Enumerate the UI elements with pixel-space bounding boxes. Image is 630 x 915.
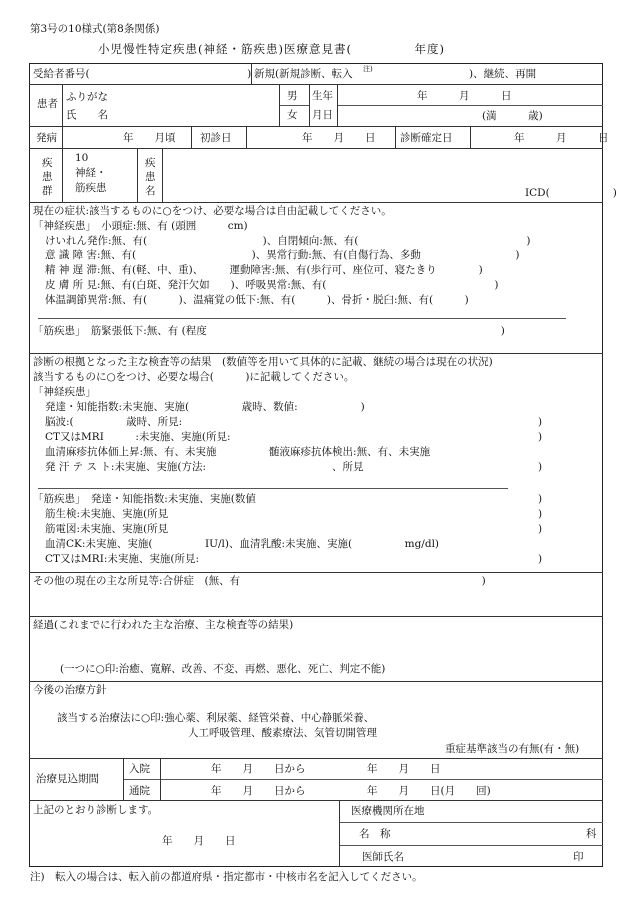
course-label: 経過(これまでに行われた主な治療、主な検査等の結果) bbox=[33, 619, 294, 631]
onset-label: 発病 bbox=[36, 132, 57, 144]
footnote: 注) 転入の場合は、転入前の都道府県・指定都市・中核市名を記入してください。 bbox=[30, 871, 423, 883]
outpatient-end-date[interactable]: 年 月 日(月 回) bbox=[367, 785, 491, 797]
diagnosis-date-label: 診断確定日 bbox=[400, 132, 453, 144]
diagnosis-date-field[interactable]: 年 月 日 bbox=[514, 132, 609, 144]
patient-label: 患者 bbox=[37, 98, 58, 110]
symptoms-header: 現在の症状:該当するものに○をつけ、必要な場合は自由記載してください。 bbox=[33, 205, 392, 217]
disease-group-label: 疾患群 bbox=[42, 157, 53, 197]
outpatient-label: 通院 bbox=[129, 785, 150, 797]
form-title: 小児慢性特定疾患(神経・筋疾患)医療意見書( 年度) bbox=[98, 42, 445, 56]
onset-date-field[interactable]: 年 月頃 bbox=[123, 132, 176, 144]
tests-header: 診断の根拠となった主な検査等の結果 (数値等を用いて具体的に記載、継続の場合は現在の状況) bbox=[33, 356, 493, 368]
birth-date-field[interactable]: 年 月 日 bbox=[417, 90, 512, 102]
continuation-options[interactable]: )、継続、再開 bbox=[469, 68, 537, 80]
icd-field[interactable]: ICD( ) bbox=[525, 187, 617, 199]
sex-male[interactable]: 男 bbox=[287, 90, 298, 102]
diagnosis-statement: 上記のとおり診断します。 bbox=[33, 804, 159, 816]
paren-close: ) bbox=[538, 553, 543, 565]
tests-neuro-label: 「神経疾患」 bbox=[33, 386, 96, 398]
patient-name-label: 氏 名 bbox=[66, 109, 108, 121]
paren-close: ) bbox=[538, 461, 543, 473]
institution-address-label: 医療機関所在地 bbox=[351, 805, 425, 817]
paren-close: ) bbox=[538, 431, 543, 443]
new-application-label[interactable]: 新規(新規診断、転入 bbox=[254, 68, 353, 80]
tests-header-2: 該当するものに○をつけ、必要な場合( )に記載してください。 bbox=[33, 371, 355, 383]
inpatient-end-date[interactable]: 年 月 日 bbox=[367, 763, 441, 775]
disease-group-name: 神経・ bbox=[75, 167, 107, 179]
treatment-options-2[interactable]: 人工呼吸管理、酸素療法、気管切開管理 bbox=[188, 727, 377, 739]
paren-close: ) bbox=[538, 493, 543, 505]
inpatient-start-date[interactable]: 年 月 日から bbox=[211, 763, 306, 775]
symptom-seizure-autism[interactable]: けいれん発作:無、有( )、自閉傾向:無、有( ) bbox=[45, 235, 531, 247]
test-development-index[interactable]: 発達・知能指数:未実施、実施( 歳時、数値: ) bbox=[45, 401, 365, 413]
neuro-symptoms-microcephaly[interactable]: 「神経疾患」 小頭症:無、有 (頭囲 cm) bbox=[33, 220, 248, 232]
test-ct-mri[interactable]: CT又はMRI :未実施、実施(所見: bbox=[45, 431, 231, 443]
symptom-consciousness-behavior[interactable]: 意 識 障 害:無、有( )、異常行動:無、有(自傷行為、多動 ) bbox=[45, 249, 520, 261]
symptom-skin-respiratory[interactable]: 皮 膚 所 見:無、有(白斑、発汗欠如 )、呼吸異常:無、有( ) bbox=[45, 279, 499, 291]
disease-group-name-2: 筋疾患 bbox=[75, 182, 107, 194]
treatment-period-label: 治療見込期間 bbox=[36, 773, 99, 785]
inpatient-label: 入院 bbox=[129, 763, 150, 775]
form-number: 第3号の10様式(第8条関係) bbox=[30, 23, 160, 35]
age-field[interactable]: (満 歳) bbox=[482, 110, 543, 122]
sign-date-field[interactable]: 年 月 日 bbox=[162, 835, 236, 847]
birth-label-2: 月日 bbox=[312, 109, 333, 121]
first-visit-date-field[interactable]: 年 月 日 bbox=[302, 132, 376, 144]
severity-criteria[interactable]: 重症基準該当の有無(有・無) bbox=[445, 743, 580, 755]
paren-close: ) bbox=[538, 416, 543, 428]
seal-mark: 印 bbox=[573, 851, 584, 863]
other-findings-complications[interactable]: その他の現在の主な所見等:合併症 (無、有 ) bbox=[33, 575, 486, 587]
course-outcome-options[interactable]: (一つに○印:治癒、寛解、改善、不変、再燃、悪化、死亡、判定不能) bbox=[60, 663, 386, 675]
tests-muscle-development[interactable]: 「筋疾患」 発達・知能指数:未実施、実施(数値 bbox=[33, 493, 256, 505]
symptom-retardation-motor[interactable]: 精 神 遅 滞:無、有(軽、中、重)、 運動障害:無、有(歩行可、座位可、寝たきり ) bbox=[45, 264, 483, 276]
test-muscle-ct-mri[interactable]: CT又はMRI:未実施、実施(所見: bbox=[45, 553, 200, 565]
treatment-policy-label: 今後の治療方針 bbox=[33, 684, 107, 696]
outpatient-start-date[interactable]: 年 月 日から bbox=[211, 785, 306, 797]
disease-group-number: 10 bbox=[75, 152, 89, 164]
test-muscle-biopsy[interactable]: 筋生検:未実施、実施(所見 bbox=[45, 508, 169, 520]
treatment-options-1[interactable]: 該当する治療法に○印:強心薬、利尿薬、経管栄養、中心静脈栄養、 bbox=[57, 712, 375, 724]
paren-close: ) bbox=[538, 508, 543, 520]
test-eeg[interactable]: 脳波:( 歳時、所見: bbox=[45, 416, 183, 428]
first-visit-label: 初診日 bbox=[200, 132, 232, 144]
test-ck-lactate[interactable]: 血清CK:未実施、実施( IU/l)、血清乳酸:未実施、実施( mg/dl) bbox=[45, 538, 440, 550]
birth-label: 生年 bbox=[312, 90, 333, 102]
symptom-temperature-fracture[interactable]: 体温調節異常:無、有( )、温痛覚の低下:無、有( )、骨折・脱臼:無、有( ) bbox=[45, 294, 469, 306]
test-measles-antibody[interactable]: 血清麻疹抗体価上昇:無、有、未実施 髄液麻疹抗体検出:無、有、未実施 bbox=[45, 446, 431, 458]
recipient-number-field[interactable]: 受給者番号( ) bbox=[33, 68, 252, 80]
disease-name-label: 疾患名 bbox=[145, 157, 156, 197]
furigana-label: ふりがな bbox=[66, 91, 108, 103]
note-mark: 注) bbox=[363, 65, 373, 73]
doctor-name-label: 医師氏名 bbox=[362, 851, 404, 863]
department-label: 科 bbox=[586, 828, 597, 840]
test-sweat[interactable]: 発 汗 テ ス ト:未実施、実施(方法: 、所見 bbox=[45, 461, 364, 473]
test-emg[interactable]: 筋電図:未実施、実施(所見 bbox=[45, 523, 169, 535]
sex-female[interactable]: 女 bbox=[287, 109, 298, 121]
muscle-symptoms-hypotonia[interactable]: 「筋疾患」 筋緊張低下:無、有 (程度 ) bbox=[33, 325, 505, 337]
paren-close: ) bbox=[538, 523, 543, 535]
institution-name-label: 名 称 bbox=[359, 828, 391, 840]
course-input[interactable] bbox=[32, 636, 598, 660]
